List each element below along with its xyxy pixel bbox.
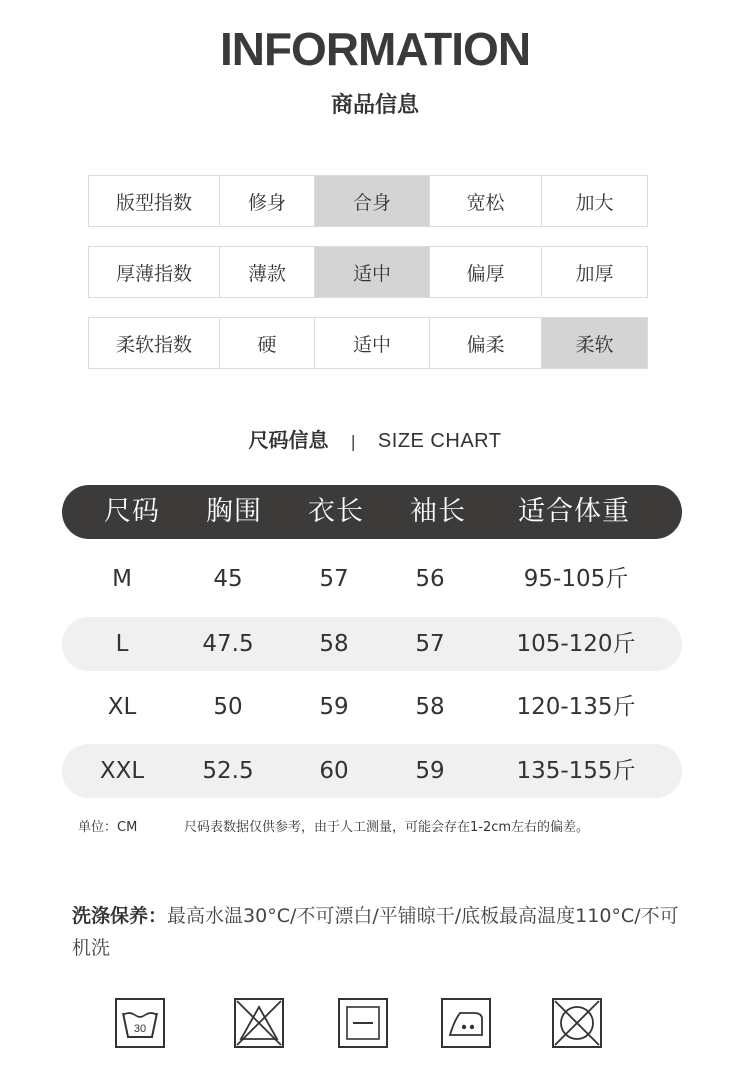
cell-length: 58 (319, 631, 349, 657)
wash-temperature-text: 30 (133, 1023, 147, 1035)
cell-length: 60 (319, 758, 349, 784)
column-header-size: 尺码 (104, 496, 160, 527)
care-label: 洗涤保养： (72, 905, 168, 927)
column-header-weight: 适合体重 (518, 496, 630, 527)
softness-option-hard: 硬 (219, 318, 314, 368)
table-row (62, 552, 682, 606)
thickness-index-label: 厚薄指数 (115, 262, 192, 285)
fit-option-loose: 宽松 (429, 176, 541, 226)
cell-size: XXL (99, 758, 145, 784)
page-title: INFORMATION (219, 23, 531, 75)
fit-option-oversize: 加大 (541, 176, 647, 226)
fit-option-slim: 修身 (219, 176, 314, 226)
size-chart-heading-zh: 尺码信息 (248, 428, 329, 452)
cell-chest: 50 (213, 694, 243, 720)
size-chart-heading (0, 424, 750, 453)
cell-sleeve: 59 (415, 758, 445, 784)
column-header-chest: 胸围 (206, 496, 262, 527)
fit-option-regular-selected: 合身 (314, 176, 429, 226)
cell-size: M (112, 566, 132, 592)
table-row (62, 680, 682, 734)
thickness-option-thick: 偏厚 (429, 247, 541, 297)
cell-chest: 47.5 (202, 631, 254, 657)
cell-chest: 45 (213, 566, 243, 592)
softness-index-label: 柔软指数 (115, 333, 192, 356)
column-header-sleeve: 袖长 (410, 496, 466, 527)
do-not-bleach-icon (233, 997, 285, 1049)
size-chart-header (62, 485, 682, 539)
cell-weight: 120-135斤 (516, 694, 636, 720)
unit-note: 单位：CM (78, 820, 138, 835)
page-subtitle: 商品信息 (330, 93, 419, 118)
thickness-option-extra-thick: 加厚 (541, 247, 647, 297)
thickness-option-medium-selected: 适中 (314, 247, 429, 297)
size-chart-heading-separator: | (350, 432, 356, 451)
fit-index-label: 版型指数 (115, 191, 192, 214)
measurement-disclaimer: 尺码表数据仅供参考，由于人工测量，可能会存在1-2cm左右的偏差。 (184, 820, 590, 835)
table-row (62, 744, 682, 798)
cell-size: L (115, 631, 129, 657)
cell-sleeve: 56 (415, 566, 445, 592)
cell-sleeve: 57 (415, 631, 445, 657)
cell-weight: 95-105斤 (523, 566, 629, 592)
care-text: 最高水温30°C/不可漂白/平铺晾干/底板最高温度110°C/不可机洗 (72, 905, 679, 959)
size-chart-heading-en: SIZE CHART (377, 430, 502, 452)
softness-option-medium: 适中 (314, 318, 429, 368)
cell-chest: 52.5 (202, 758, 254, 784)
wash-30-icon (114, 997, 166, 1049)
cell-sleeve: 58 (415, 694, 445, 720)
table-row (62, 617, 682, 671)
cell-weight: 135-155斤 (516, 758, 636, 784)
softness-option-soft: 偏柔 (429, 318, 541, 368)
thickness-index-table (88, 246, 648, 298)
column-header-length: 衣长 (308, 496, 364, 527)
thickness-option-thin: 薄款 (219, 247, 314, 297)
softness-option-very-soft-selected: 柔软 (541, 318, 647, 368)
dry-flat-icon (337, 997, 389, 1049)
cell-length: 57 (319, 566, 349, 592)
cell-size: XL (107, 694, 137, 720)
fit-index-table (88, 175, 648, 227)
softness-index-table (88, 317, 648, 369)
care-instructions (72, 900, 692, 964)
do-not-tumble-dry-icon (551, 997, 603, 1049)
cell-length: 59 (319, 694, 349, 720)
iron-medium-icon (440, 997, 492, 1049)
cell-weight: 105-120斤 (516, 631, 636, 657)
